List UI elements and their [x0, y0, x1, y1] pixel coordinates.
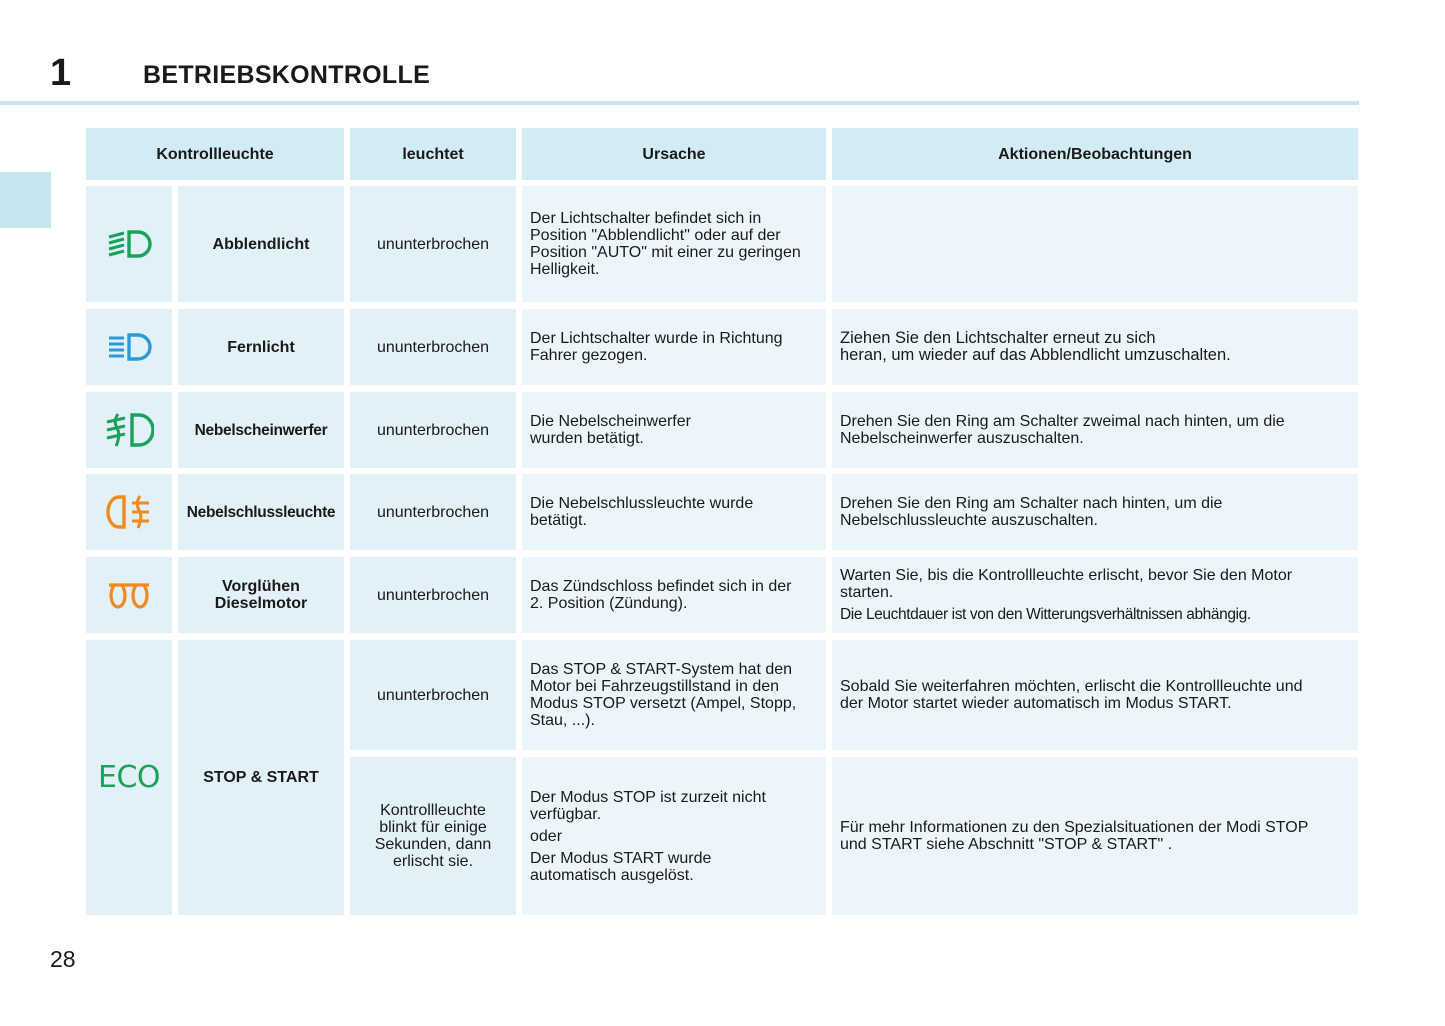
column-header-lit: leuchtet	[350, 128, 516, 180]
warning-light-name: Fernlicht	[178, 309, 344, 385]
page-title: BETRIEBSKONTROLLE	[143, 61, 431, 89]
action-line: Für mehr Informationen zu den Spezialsituationen der Modi STOP	[840, 819, 1309, 836]
eco-icon: ECO	[97, 760, 160, 795]
action-line: Drehen Sie den Ring am Schalter nach hinten, um die	[840, 495, 1223, 512]
high-beam-headlight-icon	[106, 332, 152, 362]
cause-line: Position "AUTO" mit einer zu geringen	[530, 244, 801, 261]
warning-light-name: Nebelschlussleuchte	[178, 474, 344, 550]
page-number: 28	[50, 946, 76, 972]
action-cell	[832, 186, 1358, 302]
warning-light-name: Nebelscheinwerfer	[178, 392, 344, 468]
cause-line: Die Nebelscheinwerfer	[530, 413, 691, 430]
lit-status: ununterbrochen	[350, 474, 516, 550]
cause-line: Helligkeit.	[530, 261, 600, 278]
cause-line: Position "Abblendlicht" oder auf der	[530, 227, 781, 244]
column-header-cause: Ursache	[522, 128, 826, 180]
action-cell	[832, 309, 1358, 385]
front-fog-light-icon	[104, 411, 154, 449]
cause-or: oder	[530, 827, 563, 845]
cause-line: Der Modus STOP ist zurzeit nicht	[530, 788, 766, 806]
cause-cell	[522, 392, 826, 468]
action-line: Nebelscheinwerfer auszuschalten.	[840, 430, 1084, 447]
cause-line: Der Modus START wurde	[530, 849, 712, 867]
cause-line: Die Nebelschlussleuchte wurde	[530, 495, 754, 512]
table-row-icon-cell	[86, 309, 172, 385]
cause-line: wurden betätigt.	[530, 430, 644, 447]
action-line: heran, um wieder auf das Abblendlicht umzuschalten.	[840, 346, 1231, 364]
lit-status-line: blinkt für einige	[379, 819, 487, 836]
lit-status-line: erlischt sie.	[392, 853, 474, 870]
warning-light-name	[178, 557, 344, 633]
lit-status: ununterbrochen	[350, 640, 516, 750]
table-row-icon-cell	[86, 557, 172, 633]
warning-light-name: Abblendlicht	[178, 186, 344, 302]
cause-line: betätigt.	[530, 512, 587, 529]
rear-fog-light-icon	[106, 493, 152, 531]
action-line: starten.	[840, 584, 894, 601]
action-line: Drehen Sie den Ring am Schalter zweimal nach hinten, um die	[840, 413, 1285, 430]
column-header-actions: Aktionen/Beobachtungen	[832, 128, 1358, 180]
cause-cell	[522, 186, 826, 302]
lit-status: ununterbrochen	[350, 309, 516, 385]
cause-cell	[522, 640, 826, 750]
cause-cell	[522, 557, 826, 633]
action-line: und START siehe Abschnitt "STOP & START" .	[840, 836, 1173, 853]
cause-line: Das STOP & START-System hat den	[530, 661, 793, 678]
cause-cell	[522, 474, 826, 550]
lit-status: ununterbrochen	[350, 557, 516, 633]
cause-line: Modus STOP versetzt (Ampel, Stopp,	[530, 695, 797, 712]
table-row-icon-cell	[86, 640, 172, 915]
cause-line: automatisch ausgelöst.	[530, 866, 694, 884]
action-line: Nebelschlussleuchte auszuschalten.	[840, 512, 1098, 529]
cause-cell	[522, 757, 826, 915]
action-cell	[832, 757, 1358, 915]
lit-status-line: Sekunden, dann	[374, 836, 492, 853]
lit-status	[350, 757, 516, 915]
action-line: Warten Sie, bis die Kontrollleuchte erlischt, bevor Sie den Motor	[840, 567, 1293, 584]
cause-line: Motor bei Fahrzeugstillstand in den	[530, 678, 780, 695]
action-cell	[832, 557, 1358, 633]
table-row-icon-cell	[86, 186, 172, 302]
warning-light-name: STOP & START	[178, 640, 344, 915]
table-row-icon-cell	[86, 392, 172, 468]
column-header-warning-light: Kontrollleuchte	[86, 128, 344, 180]
cause-cell	[522, 309, 826, 385]
action-line: der Motor startet wieder automatisch im Modus START.	[840, 695, 1232, 712]
chapter-number: 1	[50, 52, 72, 94]
lit-status: ununterbrochen	[350, 186, 516, 302]
warning-light-name-line: Dieselmotor	[214, 595, 308, 612]
action-cell	[832, 640, 1358, 750]
action-cell	[832, 392, 1358, 468]
action-line: Ziehen Sie den Lichtschalter erneut zu sich	[840, 329, 1156, 347]
action-cell	[832, 474, 1358, 550]
cause-line: Der Lichtschalter befindet sich in	[530, 210, 762, 227]
warning-light-name-line: Vorglühen	[222, 578, 300, 595]
action-line: Sobald Sie weiterfahren möchten, erlischt die Kontrollleuchte und	[840, 678, 1303, 695]
lit-status-line: Kontrollleuchte	[380, 802, 486, 819]
cause-line: Stau, ...).	[530, 712, 595, 729]
low-beam-headlight-icon	[106, 229, 152, 259]
chapter-side-tab	[0, 172, 51, 228]
lit-status: ununterbrochen	[350, 392, 516, 468]
glow-plug-icon	[106, 580, 152, 610]
table-row-icon-cell	[86, 474, 172, 550]
title-divider	[0, 101, 1359, 105]
action-note: Die Leuchtdauer ist von den Witterungsverhältnissen abhängig.	[840, 606, 1251, 623]
cause-line: Das Zündschloss befindet sich in der	[530, 578, 792, 595]
cause-line: Der Lichtschalter wurde in Richtung	[530, 330, 783, 347]
cause-line: verfügbar.	[530, 805, 602, 823]
cause-line: Fahrer gezogen.	[530, 347, 648, 364]
cause-line: 2. Position (Zündung).	[530, 595, 688, 612]
